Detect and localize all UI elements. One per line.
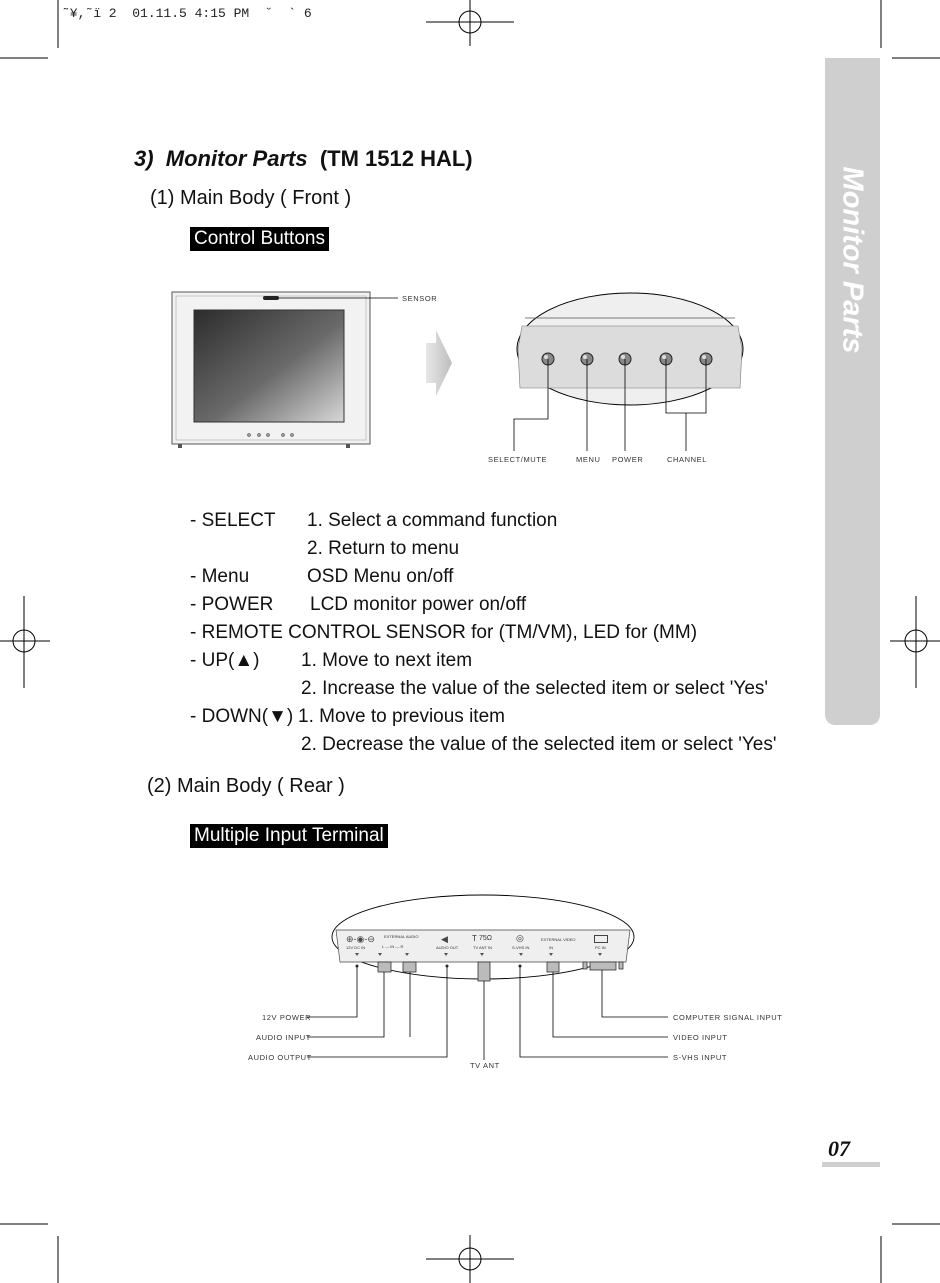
svhs-in-label: S-VHS IN <box>512 945 530 950</box>
desc-down-2: 2. Decrease the value of the selected item or select 'Yes' <box>301 734 777 755</box>
print-header: ˜¥,˜ï 2 01.11.5 4:15 PM ˘ ` 6 <box>62 6 312 21</box>
ohm-label: 75Ω <box>479 935 493 942</box>
desc-remote-sensor: - REMOTE CONTROL SENSOR for (TM/VM), LED for (MM) <box>190 622 698 643</box>
audio-lr-label: L — IN — R <box>382 944 404 949</box>
desc-up-2: 2. Increase the value of the selected item or select 'Yes' <box>301 678 769 699</box>
section-model: (TM 1512 HAL) <box>319 146 473 171</box>
sensor-label: SENSOR <box>402 294 438 303</box>
dc-polarity-icon: ⊕-◉-⊖ <box>346 934 375 944</box>
channel-label: CHANNEL <box>667 455 708 464</box>
select-mute-label: SELECT/MUTE <box>488 455 548 464</box>
callout-audio-output: AUDIO OUTPUT <box>248 1053 312 1062</box>
desc-power-key: - POWER <box>190 594 274 615</box>
desc-up-key: - UP(▲) <box>190 650 260 671</box>
desc-select-2: 2. Return to menu <box>307 538 460 559</box>
desc-select-1: 1. Select a command function <box>307 510 558 531</box>
vga-port-icon <box>594 935 608 943</box>
dc-in-label: 12V DC IN <box>346 945 366 950</box>
page-number-bar <box>822 1162 880 1167</box>
callout-audio-input: AUDIO INPUT <box>256 1033 311 1042</box>
desc-down-key: - DOWN(▼) <box>190 706 294 727</box>
callout-tv-ant: TV ANT <box>470 1061 500 1070</box>
desc-power-value: LCD monitor power on/off <box>310 594 527 615</box>
desc-menu-key: - Menu <box>190 566 250 587</box>
external-audio-label: EXTERNAL AUDIO <box>384 934 419 939</box>
section-number: 3) <box>134 146 154 171</box>
callout-computer-signal: COMPUTER SIGNAL INPUT <box>673 1013 783 1022</box>
antenna-icon: T <box>472 934 477 943</box>
page-number: 07 <box>828 1136 850 1161</box>
power-label: POWER <box>612 455 644 464</box>
desc-select-key: - SELECT <box>190 510 276 531</box>
side-tab-label: Monitor Parts <box>836 166 869 354</box>
pc-in-label: PC IN <box>595 945 606 950</box>
menu-label: MENU <box>576 455 601 464</box>
control-buttons-label: Control Buttons <box>190 227 329 251</box>
rear-heading: (2) Main Body ( Rear ) <box>147 775 345 797</box>
video-in-label: IN <box>549 945 553 950</box>
front-heading: (1) Main Body ( Front ) <box>150 187 352 209</box>
svhs-icon: ◎ <box>516 933 524 943</box>
external-video-label: EXTERNAL VIDEO <box>541 937 576 942</box>
tv-ant-in-label: TV ANT IN <box>473 945 493 950</box>
callout-svhs-input: S-VHS INPUT <box>673 1053 728 1062</box>
multiple-input-terminal-label: Multiple Input Terminal <box>190 824 388 848</box>
desc-menu-value: OSD Menu on/off <box>307 566 454 587</box>
section-heading: Monitor Parts <box>165 146 308 171</box>
speaker-icon: ◀ <box>441 934 448 944</box>
callout-12v-power: 12V POWER <box>262 1013 312 1022</box>
desc-up-1: 1. Move to next item <box>301 650 473 671</box>
audio-out-label: AUDIO OUT <box>436 945 459 950</box>
desc-down-1: 1. Move to previous item <box>298 706 505 727</box>
callout-video-input: VIDEO INPUT <box>673 1033 728 1042</box>
